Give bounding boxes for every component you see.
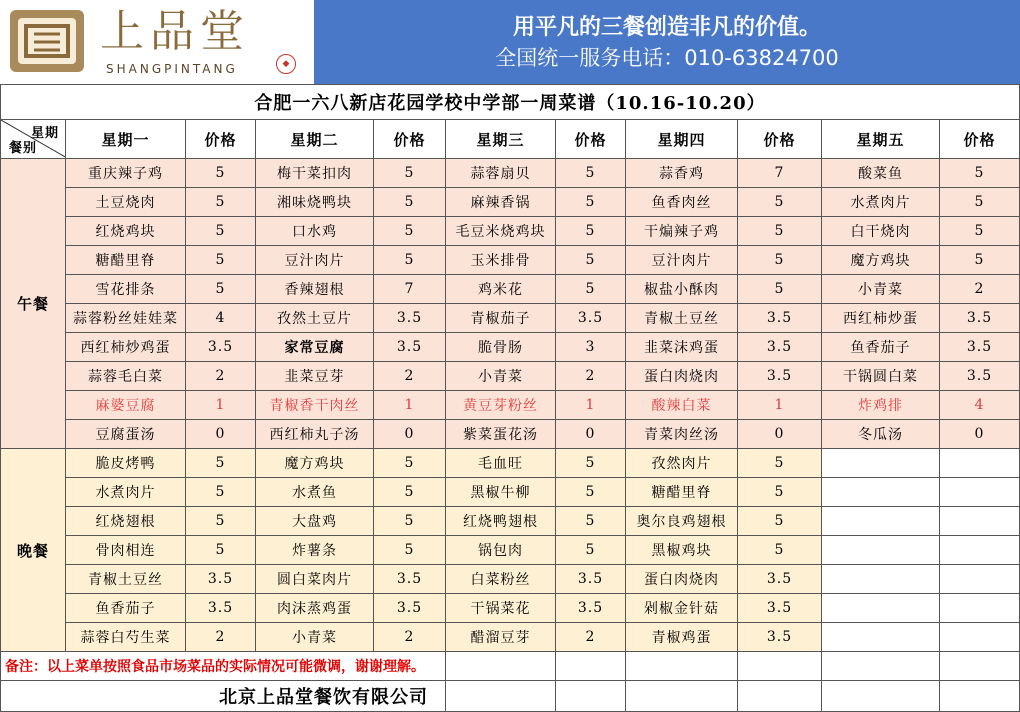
dish-price: 5 (374, 449, 446, 478)
dish-name: 白菜粉丝 (446, 565, 556, 594)
logo (0, 0, 314, 84)
dish-price: 5 (186, 478, 256, 507)
corner-meal-label: 餐别 (9, 141, 38, 156)
dish-name: 毛血旺 (446, 449, 556, 478)
dish-price: 3.5 (374, 304, 446, 333)
dish-name: 奥尔良鸡翅根 (626, 507, 738, 536)
corner-cell (0, 120, 66, 159)
dish-name: 白干烧肉 (822, 217, 940, 246)
empty-cell (822, 449, 940, 478)
dish-name: 口水鸡 (256, 217, 374, 246)
dish-price: 5 (738, 246, 822, 275)
logo-mark-icon (8, 8, 86, 74)
dish-price: 3.5 (186, 333, 256, 362)
dish-price: 5 (738, 275, 822, 304)
dish-name: 水煮肉片 (822, 188, 940, 217)
empty-cell (822, 507, 940, 536)
dish-price: 0 (738, 420, 822, 449)
dish-name: 肉沫蒸鸡蛋 (256, 594, 374, 623)
dish-name: 魔方鸡块 (256, 449, 374, 478)
dish-price: 5 (556, 478, 626, 507)
day-header: 星期五 (822, 120, 940, 159)
dish-name: 蛋白肉烧肉 (626, 565, 738, 594)
dish-name: 孜然肉片 (626, 449, 738, 478)
dish-price: 5 (186, 159, 256, 188)
dish-name: 干锅圆白菜 (822, 362, 940, 391)
empty-cell (446, 652, 556, 681)
dish-price: 5 (940, 217, 1020, 246)
dish-price: 5 (374, 188, 446, 217)
seal-icon: ◆ (276, 54, 296, 74)
dish-price: 7 (374, 275, 446, 304)
dish-price: 5 (556, 188, 626, 217)
day-header: 星期三 (446, 120, 556, 159)
empty-cell (940, 565, 1020, 594)
dish-name: 鱼香肉丝 (626, 188, 738, 217)
dish-price: 3.5 (940, 362, 1020, 391)
dish-price: 5 (186, 188, 256, 217)
dish-price: 0 (186, 420, 256, 449)
dish-price: 5 (738, 478, 822, 507)
empty-cell (822, 565, 940, 594)
dish-price: 3 (556, 333, 626, 362)
dish-price: 5 (186, 246, 256, 275)
dish-name: 西红柿炒蛋 (822, 304, 940, 333)
dish-name: 干煸辣子鸡 (626, 217, 738, 246)
dish-price: 5 (940, 246, 1020, 275)
company-name: 北京上品堂餐饮有限公司 (0, 681, 446, 712)
empty-cell (738, 652, 822, 681)
dish-price: 5 (738, 507, 822, 536)
dish-name: 锅包肉 (446, 536, 556, 565)
slogan: 用平凡的三餐创造非凡的价值。 (512, 15, 821, 40)
empty-cell (940, 681, 1020, 712)
dish-price: 5 (556, 507, 626, 536)
dish-name: 大盘鸡 (256, 507, 374, 536)
dish-price: 0 (940, 420, 1020, 449)
menu-title: 合肥一六八新店花园学校中学部一周菜谱（10.16-10.20） (0, 84, 1020, 120)
day-header: 星期二 (256, 120, 374, 159)
dish-price: 5 (556, 159, 626, 188)
dish-price: 5 (940, 188, 1020, 217)
empty-cell (626, 652, 738, 681)
dish-name: 小青菜 (822, 275, 940, 304)
dish-name: 蒜香鸡 (626, 159, 738, 188)
dish-name: 麻婆豆腐 (66, 391, 186, 420)
dish-price: 7 (738, 159, 822, 188)
dish-price: 5 (556, 536, 626, 565)
dish-name: 玉米排骨 (446, 246, 556, 275)
dish-name: 青椒茄子 (446, 304, 556, 333)
dish-name: 冬瓜汤 (822, 420, 940, 449)
dish-price: 5 (186, 507, 256, 536)
dish-price: 3.5 (738, 623, 822, 652)
dish-name: 椒盐小酥肉 (626, 275, 738, 304)
empty-cell (556, 681, 626, 712)
dish-price: 3.5 (374, 594, 446, 623)
dish-price: 5 (186, 449, 256, 478)
dish-price: 2 (186, 623, 256, 652)
dish-name: 紫菜蛋花汤 (446, 420, 556, 449)
dish-price: 5 (374, 217, 446, 246)
dish-name: 香辣翅根 (256, 275, 374, 304)
dish-price: 3.5 (738, 594, 822, 623)
dish-price: 5 (374, 246, 446, 275)
dish-price: 3.5 (186, 565, 256, 594)
dish-name: 剁椒金针菇 (626, 594, 738, 623)
dish-name: 红烧鸡块 (66, 217, 186, 246)
dish-price: 5 (374, 507, 446, 536)
dish-price: 5 (940, 159, 1020, 188)
dish-price: 2 (940, 275, 1020, 304)
dinner-label: 晚餐 (0, 449, 66, 652)
empty-cell (940, 478, 1020, 507)
dish-price: 5 (186, 217, 256, 246)
dish-price: 3.5 (556, 304, 626, 333)
empty-cell (626, 681, 738, 712)
dish-price: 1 (738, 391, 822, 420)
lunch-label: 午餐 (0, 159, 66, 449)
dish-price: 3.5 (738, 304, 822, 333)
dish-name: 西红柿丸子汤 (256, 420, 374, 449)
dish-name: 毛豆米烧鸡块 (446, 217, 556, 246)
dish-name: 雪花排条 (66, 275, 186, 304)
dish-price: 3.5 (940, 304, 1020, 333)
dish-price: 3.5 (374, 333, 446, 362)
dish-price: 2 (186, 362, 256, 391)
dish-name: 梅干菜扣肉 (256, 159, 374, 188)
dish-name: 水煮鱼 (256, 478, 374, 507)
dish-price: 2 (374, 362, 446, 391)
empty-cell (940, 536, 1020, 565)
empty-cell (738, 681, 822, 712)
dish-price: 5 (738, 449, 822, 478)
dish-price: 1 (556, 391, 626, 420)
price-header: 价格 (940, 120, 1020, 159)
empty-cell (822, 594, 940, 623)
hotline: 全国统一服务电话：010-63824700 (495, 46, 839, 70)
dish-name: 黄豆芽粉丝 (446, 391, 556, 420)
dish-name: 湘味烧鸭块 (256, 188, 374, 217)
dish-price: 5 (374, 159, 446, 188)
dish-price: 0 (374, 420, 446, 449)
dish-name: 豆汁肉片 (626, 246, 738, 275)
dish-price: 4 (186, 304, 256, 333)
dish-price: 5 (374, 536, 446, 565)
price-header: 价格 (556, 120, 626, 159)
empty-cell (940, 449, 1020, 478)
dish-name: 鱼香茄子 (822, 333, 940, 362)
dish-price: 5 (738, 188, 822, 217)
note: 备注：以上菜单按照食品市场菜品的实际情况可能微调，谢谢理解。 (0, 652, 446, 681)
dish-price: 5 (556, 449, 626, 478)
dish-name: 豆腐蛋汤 (66, 420, 186, 449)
dish-price: 3.5 (738, 565, 822, 594)
empty-cell (822, 652, 940, 681)
dish-price: 2 (374, 623, 446, 652)
dish-name: 青椒香干肉丝 (256, 391, 374, 420)
dish-name: 骨肉相连 (66, 536, 186, 565)
dish-name: 韭菜豆芽 (256, 362, 374, 391)
empty-cell (822, 681, 940, 712)
dish-name: 蒜蓉粉丝娃娃菜 (66, 304, 186, 333)
dish-name: 孜然土豆片 (256, 304, 374, 333)
dish-price: 3.5 (374, 565, 446, 594)
slogan-banner (314, 0, 1020, 84)
dish-price: 5 (186, 275, 256, 304)
dish-name: 小青菜 (256, 623, 374, 652)
dish-name: 炸鸡排 (822, 391, 940, 420)
dish-price: 5 (556, 275, 626, 304)
dish-name: 黑椒鸡块 (626, 536, 738, 565)
dish-name: 鱼香茄子 (66, 594, 186, 623)
dish-name: 红烧翅根 (66, 507, 186, 536)
dish-name: 麻辣香锅 (446, 188, 556, 217)
dish-price: 3.5 (556, 594, 626, 623)
empty-cell (822, 623, 940, 652)
dish-price: 3.5 (186, 594, 256, 623)
empty-cell (940, 507, 1020, 536)
dish-name: 糖醋里脊 (66, 246, 186, 275)
dish-name: 酸菜鱼 (822, 159, 940, 188)
dish-name: 蛋白肉烧肉 (626, 362, 738, 391)
dish-price: 1 (374, 391, 446, 420)
day-header: 星期四 (626, 120, 738, 159)
dish-name: 韭菜沫鸡蛋 (626, 333, 738, 362)
dish-name: 鸡米花 (446, 275, 556, 304)
dish-name: 重庆辣子鸡 (66, 159, 186, 188)
price-header: 价格 (374, 120, 446, 159)
dish-name: 蒜蓉白芍生菜 (66, 623, 186, 652)
dish-price: 3.5 (738, 333, 822, 362)
dish-price: 5 (374, 478, 446, 507)
dish-name: 西红柿炒鸡蛋 (66, 333, 186, 362)
dish-name: 小青菜 (446, 362, 556, 391)
dish-name: 青椒鸡蛋 (626, 623, 738, 652)
dish-price: 2 (556, 362, 626, 391)
empty-cell (822, 536, 940, 565)
dish-name: 脆骨肠 (446, 333, 556, 362)
empty-cell (446, 681, 556, 712)
dish-price: 3.5 (940, 333, 1020, 362)
empty-cell (822, 478, 940, 507)
menu-table (0, 84, 1020, 712)
dish-name: 豆汁肉片 (256, 246, 374, 275)
empty-cell (940, 594, 1020, 623)
dish-price: 1 (186, 391, 256, 420)
logo-subtext: SHANGPINTANG (106, 62, 238, 76)
dish-price: 5 (738, 217, 822, 246)
empty-cell (940, 623, 1020, 652)
dish-name: 糖醋里脊 (626, 478, 738, 507)
empty-cell (556, 652, 626, 681)
dish-price: 5 (738, 536, 822, 565)
dish-name: 土豆烧肉 (66, 188, 186, 217)
dish-name: 家常豆腐 (256, 333, 374, 362)
dish-name: 炸薯条 (256, 536, 374, 565)
dish-price: 2 (556, 623, 626, 652)
dish-name: 青椒土豆丝 (626, 304, 738, 333)
price-header: 价格 (738, 120, 822, 159)
dish-price: 5 (186, 536, 256, 565)
dish-price: 4 (940, 391, 1020, 420)
dish-name: 魔方鸡块 (822, 246, 940, 275)
corner-weekday-label: 星期 (30, 126, 59, 141)
logo-text: 上品堂 (100, 6, 250, 57)
dish-price: 3.5 (738, 362, 822, 391)
dish-price: 3.5 (556, 565, 626, 594)
dish-name: 脆皮烤鸭 (66, 449, 186, 478)
dish-name: 酸辣白菜 (626, 391, 738, 420)
dish-price: 5 (556, 246, 626, 275)
header (0, 0, 1020, 84)
empty-cell (940, 652, 1020, 681)
dish-name: 青菜肉丝汤 (626, 420, 738, 449)
dish-price: 0 (556, 420, 626, 449)
dish-name: 醋溜豆芽 (446, 623, 556, 652)
dish-name: 红烧鸭翅根 (446, 507, 556, 536)
dish-name: 干锅菜花 (446, 594, 556, 623)
day-header: 星期一 (66, 120, 186, 159)
dish-name: 黑椒牛柳 (446, 478, 556, 507)
price-header: 价格 (186, 120, 256, 159)
dish-name: 青椒土豆丝 (66, 565, 186, 594)
dish-price: 5 (556, 217, 626, 246)
dish-name: 圆白菜肉片 (256, 565, 374, 594)
dish-name: 蒜蓉毛白菜 (66, 362, 186, 391)
dish-name: 蒜蓉扇贝 (446, 159, 556, 188)
dish-name: 水煮肉片 (66, 478, 186, 507)
